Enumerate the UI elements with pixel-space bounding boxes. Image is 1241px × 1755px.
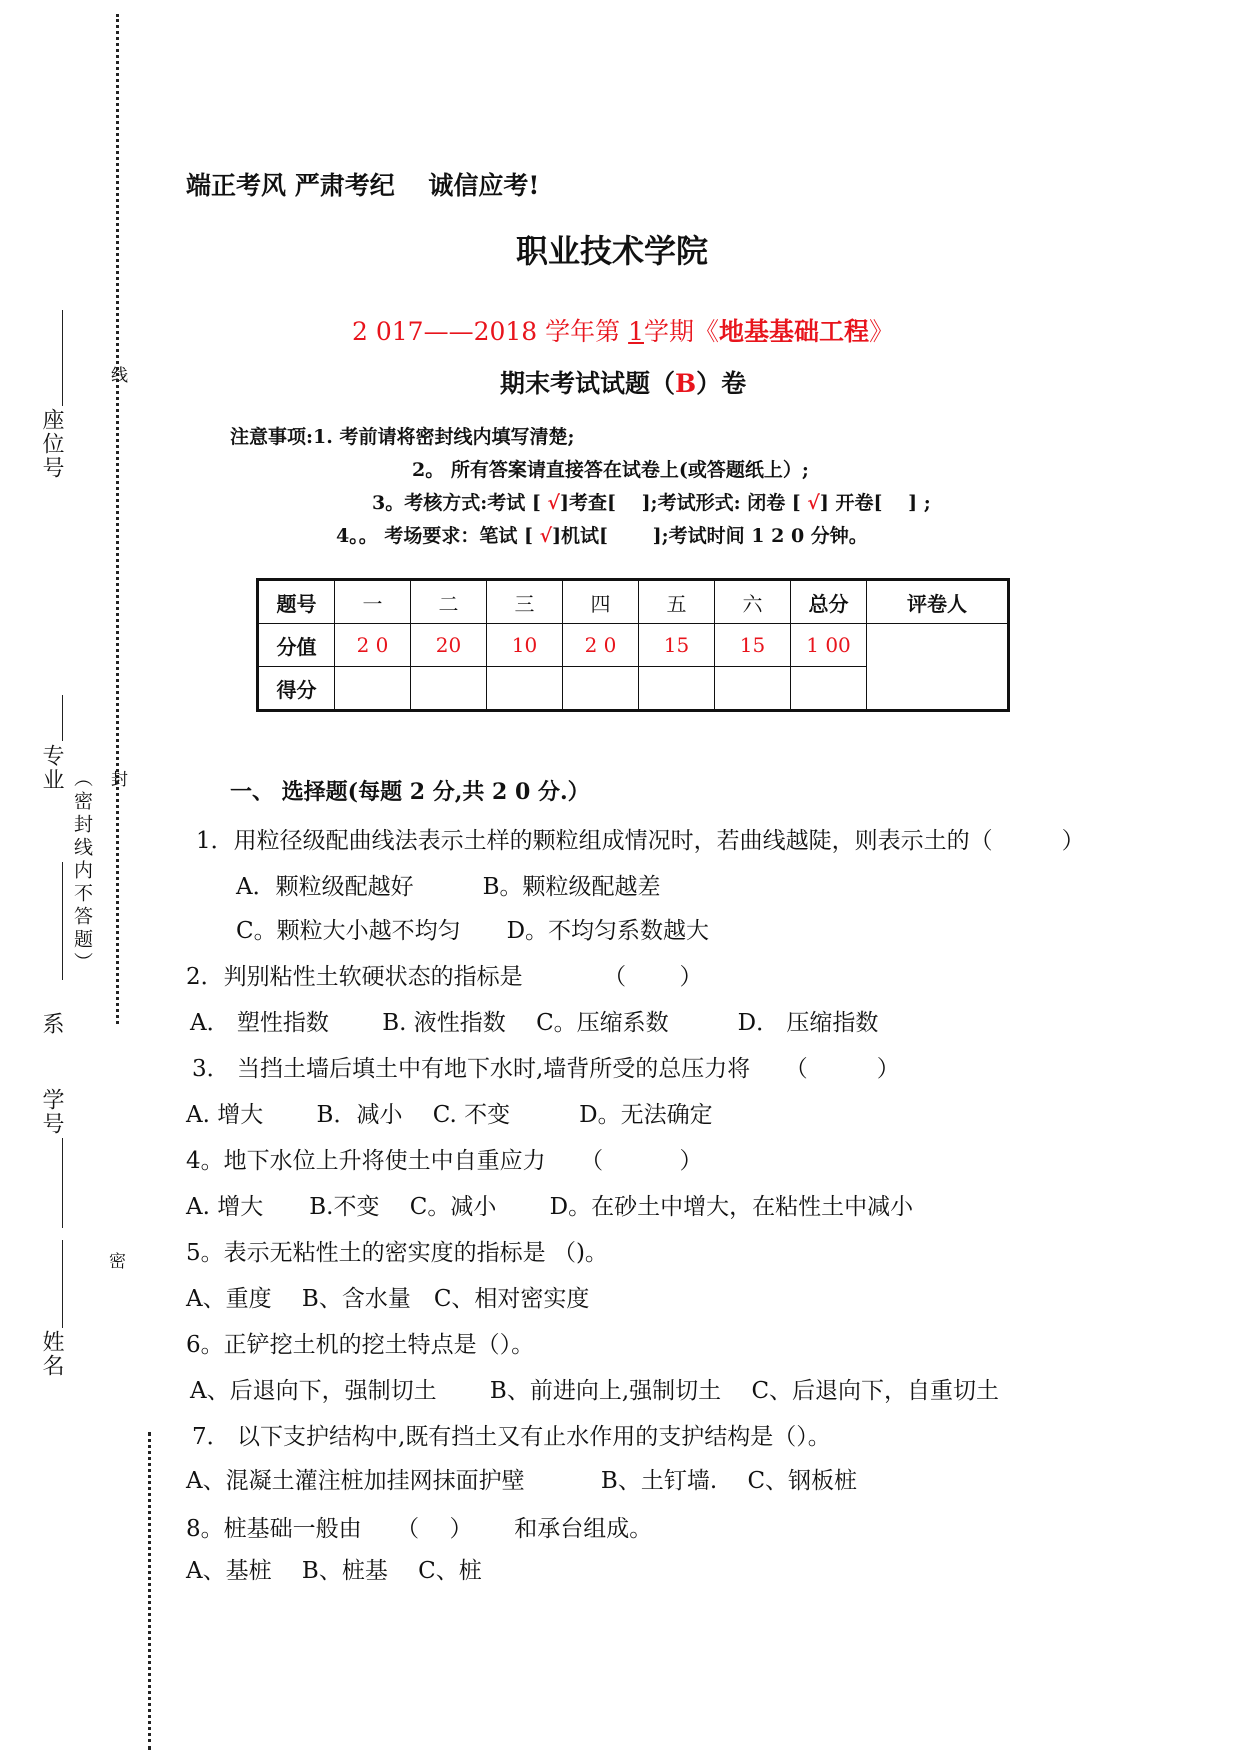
question-1-options-cd: C。颗粒大小越不均匀 D。不均匀系数越大 [236, 918, 710, 944]
header-q3: 三 [487, 580, 563, 624]
question-3: 3． 当挡土墙后填土中有地下水时,墙背所受的总压力将 （ ） [192, 1056, 900, 1082]
binding-dotted-line-top [116, 14, 119, 1024]
score-cell-q5[interactable] [639, 667, 715, 711]
table-row-points [258, 624, 1009, 667]
question-8-options: A、基桩 B、桩基 C、桩 [186, 1558, 482, 1584]
term-suffix: 》 [869, 317, 895, 346]
check-mark-closed-book: √ [807, 492, 820, 514]
header-q6: 六 [715, 580, 791, 624]
row-label-score: 得分 [258, 667, 335, 711]
question-5-options: A、重度 B、含水量 C、相对密实度 [186, 1286, 590, 1312]
points-total: 1 00 [791, 624, 867, 667]
score-cell-q1[interactable] [335, 667, 411, 711]
school-name: 职业技术学院 [516, 232, 709, 270]
student-id-field[interactable] [62, 1138, 63, 1228]
score-cell-q6[interactable] [715, 667, 791, 711]
exam-title-prefix: 期末考试试题（ [500, 369, 676, 398]
question-4-options: A. 增大 B.不变 C。减小 D。在砂土中增大，在粘性土中减小 [186, 1194, 914, 1220]
department-label: 系 [39, 1012, 64, 1036]
question-5: 5。表示无粘性土的密实度的指标是 （)。 [186, 1240, 608, 1266]
points-q6: 15 [715, 624, 791, 667]
exam-time-text: ]机试[ ];考试时间 1 2 0 分钟。 [552, 525, 868, 547]
assessment-method-text: 3。考核方式:考试 [ [372, 492, 548, 514]
row-label-points: 分值 [258, 624, 335, 667]
seat-number-field[interactable] [62, 310, 63, 406]
check-mark-written: √ [539, 525, 553, 547]
name-label: 姓名 [39, 1330, 64, 1378]
header-q1: 一 [335, 580, 411, 624]
course-name: 地基基础工程 [719, 317, 870, 346]
student-id-label: 学号 [39, 1088, 64, 1136]
term-line [352, 312, 894, 348]
header-question-no: 题号 [258, 580, 335, 624]
question-2: 2．判别粘性土软硬状态的指标是 （ ） [186, 964, 703, 990]
major-field[interactable] [62, 695, 63, 741]
question-8: 8。桩基础一般由 （ ） 和承台组成。 [186, 1516, 653, 1542]
term-mid: 学期《 [644, 317, 720, 346]
term-prefix: 2 017——2018 学年第 [352, 317, 629, 346]
question-3-options: A. 增大 B．减小 C. 不变 D。无法确定 [186, 1102, 713, 1128]
binding-dotted-line-bottom [148, 1432, 151, 1750]
seal-mark-feng: 封 [107, 770, 127, 787]
points-q2: 20 [411, 624, 487, 667]
question-2-options: A． 塑性指数 B. 液性指数 C。压缩系数 D． 压缩指数 [190, 1010, 879, 1036]
seal-mark-line: 线 [107, 366, 127, 383]
score-cell-q3[interactable] [487, 667, 563, 711]
seat-number-label: 座位号 [39, 408, 64, 480]
note-line-3 [372, 488, 931, 515]
points-q5: 15 [639, 624, 715, 667]
question-6: 6。正铲挖土机的挖土特点是（）。 [186, 1332, 535, 1358]
grader-cell[interactable] [867, 624, 1009, 711]
points-q4: 2 0 [563, 624, 639, 667]
dept-field[interactable] [62, 862, 63, 980]
note-line-1: 注意事项:1. 考前请将密封线内填写清楚; [230, 426, 575, 448]
score-cell-q4[interactable] [563, 667, 639, 711]
exam-version: B [675, 369, 697, 398]
question-7-options: A、混凝土灌注桩加挂网抹面护壁 B、土钉墙. C、钢板桩 [186, 1468, 858, 1494]
venue-requirement-text: 4。。 考场要求：笔试 [ [336, 525, 540, 547]
header-q4: 四 [563, 580, 639, 624]
question-6-options: A、后退向下，强制切土 B、前进向上,强制切土 C、后退向下，自重切土 [190, 1378, 1000, 1404]
score-cell-q2[interactable] [411, 667, 487, 711]
no-answer-note: （密封线内不答题） [71, 768, 93, 975]
points-q3: 10 [487, 624, 563, 667]
name-field[interactable] [62, 1240, 63, 1328]
exam-slogan: 端正考风 严肃考纪 诚信应考! [186, 171, 540, 200]
check-mark-exam: √ [547, 492, 560, 514]
question-7: 7． 以下支护结构中,既有挡土又有止水作用的支护结构是（）。 [192, 1424, 831, 1450]
question-4: 4。地下水位上升将使土中自重应力 （ ） [186, 1148, 703, 1174]
section-1-title: 一、 选择题(每题 2 分,共 2 0 分.） [230, 779, 590, 805]
exam-title-suffix: ）卷 [696, 369, 747, 398]
header-grader: 评卷人 [867, 580, 1009, 624]
score-cell-total[interactable] [791, 667, 867, 711]
question-1: 1．用粒径级配曲线法表示土样的颗粒组成情况时，若曲线越陡，则表示土的（ ） [196, 828, 1085, 854]
header-q2: 二 [411, 580, 487, 624]
score-table [256, 578, 1010, 712]
points-q1: 2 0 [335, 624, 411, 667]
table-row-headers [258, 580, 1009, 624]
note-line-4 [336, 521, 868, 548]
exam-form-text: ]考查[ ];考试形式: 闭卷 [ [559, 492, 808, 514]
exam-title [500, 364, 746, 400]
major-label: 专业 [39, 744, 64, 792]
term-number: 1 [628, 317, 644, 346]
seal-mark-mi: 密 [105, 1252, 125, 1269]
question-1-options-ab: A．颗粒级配越好 B。颗粒级配越差 [236, 874, 661, 900]
note-line-2: 2。 所有答案请直接答在试卷上(或答题纸上）; [412, 459, 809, 481]
header-total: 总分 [791, 580, 867, 624]
header-q5: 五 [639, 580, 715, 624]
open-book-text: ] 开卷[ ] ; [819, 492, 931, 514]
